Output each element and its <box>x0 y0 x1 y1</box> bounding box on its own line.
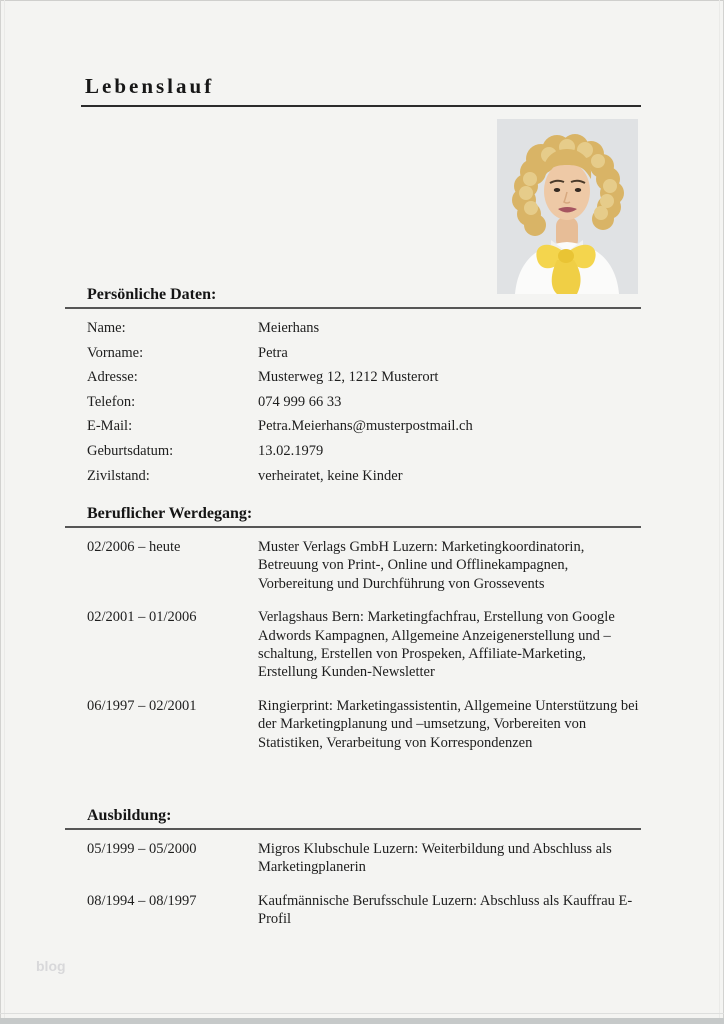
field-value-email: Petra.Meierhans@musterpostmail.ch <box>258 418 473 435</box>
entry-period: 05/1999 – 05/2000 <box>87 841 197 857</box>
table-row <box>65 365 641 390</box>
section-education <box>65 807 641 929</box>
page-edge-bottom-bar <box>0 1018 724 1024</box>
document-title-block <box>81 74 641 107</box>
field-label-zivilstand: Zivilstand: <box>87 467 150 484</box>
page-edge-bottom-line <box>0 1013 724 1014</box>
entry-description: Muster Verlags GmbH Luzern: Marketingkoordinatorin, Betreuung von Print-, Online und Offlinekampagnen, Vorbereitung und Durchführung von Grossevents <box>258 539 585 592</box>
page-edge-top <box>0 0 724 1</box>
applicant-photo <box>497 119 638 294</box>
entry-description: Kaufmännische Berufsschule Luzern: Abschluss als Kauffrau E-Profil <box>258 892 633 928</box>
education-entries <box>65 840 641 929</box>
entry-period: 02/2001 – 01/2006 <box>87 609 197 626</box>
entry-period: 02/2006 – heute <box>87 539 181 555</box>
field-value-name: Meierhans <box>258 320 320 336</box>
field-value-zivilstand: verheiratet, keine Kinder <box>258 467 403 484</box>
field-label-telefon: Telefon: <box>87 393 136 410</box>
field-label-geburtsdatum: Geburtsdatum: <box>87 442 174 459</box>
career-entry <box>65 538 641 593</box>
table-row <box>65 316 641 341</box>
page-title: Lebenslauf <box>85 74 215 98</box>
watermark-text: blog <box>36 958 66 974</box>
field-label-name: Name: <box>87 320 126 336</box>
table-row <box>65 464 641 489</box>
section-career-history <box>65 505 641 752</box>
career-entry <box>65 697 641 752</box>
personal-data-heading: Persönliche Daten: <box>65 286 641 309</box>
career-entry <box>65 608 641 682</box>
field-value-adresse: Musterweg 12, 1212 Musterort <box>258 369 439 386</box>
field-value-vorname: Petra <box>258 344 288 361</box>
entry-description: Ringierprint: Marketingassistentin, Allgemeine Unterstützung bei der Marketingplanung und –umsetzung, Vorbereiten von Statistiken, Verarbeitung von Korrespondenzen <box>258 697 639 751</box>
field-label-adresse: Adresse: <box>87 369 138 386</box>
education-entry <box>65 840 641 877</box>
portrait-photo-icon <box>497 119 638 294</box>
table-row <box>65 414 641 439</box>
entry-description: Migros Klubschule Luzern: Weiterbildung und Abschluss als Marketingplanerin <box>258 841 612 876</box>
page-edge-right-inner <box>719 0 720 1024</box>
education-heading: Ausbildung: <box>65 807 641 830</box>
section-personal-data <box>65 286 641 488</box>
table-row <box>65 390 641 415</box>
personal-data-rows <box>65 316 641 488</box>
education-entry <box>65 892 641 929</box>
career-entries <box>65 538 641 752</box>
entry-period: 06/1997 – 02/2001 <box>87 697 197 714</box>
page-edge-left-inner <box>4 0 5 1024</box>
page-edge-left <box>0 0 1 1024</box>
field-label-vorname: Vorname: <box>87 344 144 361</box>
field-value-geburtsdatum: 13.02.1979 <box>258 442 324 459</box>
table-row <box>65 341 641 366</box>
entry-description: Verlagshaus Bern: Marketingfachfrau, Erstellung von Google Adwords Kampagnen, Allgemeine Anzeigenerstellung und –schaltung, Erstellen von Prospeken, Affiliate-Marketing, Erstellung Kunden-Newsletter <box>258 609 615 681</box>
entry-period: 08/1994 – 08/1997 <box>87 892 197 909</box>
field-value-telefon: 074 999 66 33 <box>258 393 342 410</box>
career-heading: Beruflicher Werdegang: <box>65 505 641 528</box>
field-label-email: E-Mail: <box>87 418 133 435</box>
table-row <box>65 439 641 464</box>
